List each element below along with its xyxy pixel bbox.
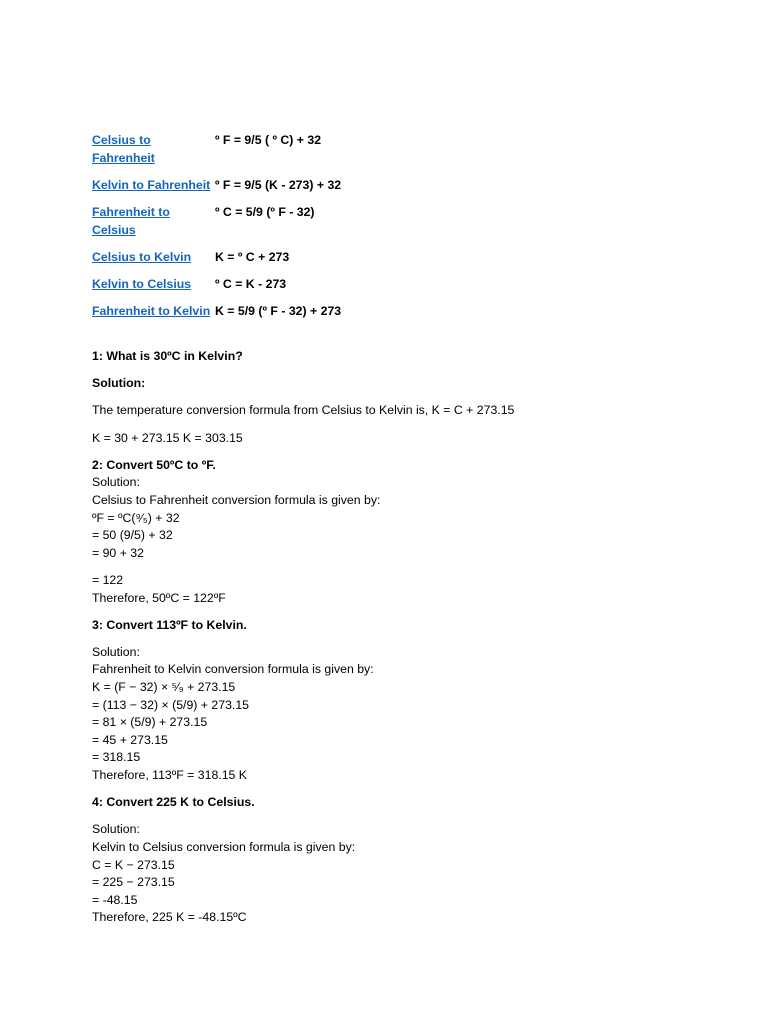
problem-question: 4: Convert 225 K to Celsius. (92, 795, 255, 810)
solution-line: = 225 − 273.15 (92, 875, 175, 890)
solution-line: = 90 + 32 (92, 545, 144, 560)
solution-line: K = 30 + 273.15 K = 303.15 (92, 430, 243, 445)
solution-conclusion: Therefore, 113ºF = 318.15 K (92, 768, 247, 783)
conversion-formula: º C = 5/9 (º F - 32) (215, 205, 315, 219)
problem-question: 3: Convert 113ºF to Kelvin. (92, 617, 247, 632)
celsius-to-kelvin-link[interactable]: Celsius to Kelvin (92, 250, 192, 264)
kelvin-to-celsius-link[interactable]: Kelvin to Celsius (92, 277, 192, 291)
problem-question: 1: What is 30ºC in Kelvin? (92, 349, 243, 363)
solution-line: = (113 − 32) × (5/9) + 273.15 (92, 697, 250, 712)
solution-line: = 318.15 (92, 750, 141, 765)
conversion-formula-table (92, 131, 492, 329)
solution-line: Fahrenheit to Kelvin conversion formula is given by: (92, 662, 374, 677)
solution-line: ºF = ºC(⁹⁄₅) + 32 (92, 510, 180, 525)
conversion-formula: K = 5/9 (º F - 32) + 273 (215, 304, 342, 318)
solution-line: = 45 + 273.15 (92, 732, 168, 747)
problem-question: 2: Convert 50ºC to ºF. (92, 457, 216, 472)
solution-line: Celsius to Fahrenheit conversion formula is given by: (92, 492, 381, 507)
conversion-row (92, 131, 492, 167)
solution-line: K = (F − 32) × ⁵⁄₉ + 273.15 (92, 680, 236, 695)
conversion-formula: º F = 9/5 (K - 273) + 32 (215, 178, 342, 192)
solution-line: C = K − 273.15 (92, 857, 175, 872)
solution-line: The temperature conversion formula from Celsius to Kelvin is, K = C + 273.15 (92, 403, 515, 418)
celsius-to-fahrenheit-link[interactable]: Celsius to Fahrenheit (92, 133, 155, 165)
solution-line: = 122 (92, 572, 124, 587)
solution-heading: Solution: (92, 376, 146, 391)
solution-conclusion: Therefore, 225 K = -48.15ºC (92, 910, 247, 925)
conversion-formula: º C = K - 273 (215, 277, 287, 291)
kelvin-to-fahrenheit-link[interactable]: Kelvin to Fahrenheit (92, 178, 211, 192)
conversion-row (92, 302, 492, 320)
solution-heading: Solution: (92, 475, 140, 490)
solution-conclusion: Therefore, 50ºC = 122ºF (92, 590, 226, 605)
worked-examples (92, 348, 692, 927)
conversion-formula: º F = 9/5 ( º C) + 32 (215, 133, 322, 147)
solution-line: = -48.15 (92, 892, 138, 907)
solution-line: = 50 (9/5) + 32 (92, 528, 173, 543)
conversion-row (92, 176, 492, 194)
conversion-row (92, 248, 492, 266)
conversion-formula: K = º C + 273 (215, 250, 290, 264)
solution-heading: Solution: (92, 644, 140, 659)
conversion-row (92, 275, 492, 293)
solution-heading: Solution: (92, 822, 140, 837)
conversion-row (92, 203, 492, 239)
fahrenheit-to-celsius-link[interactable]: Fahrenheit to Celsius (92, 205, 170, 237)
fahrenheit-to-kelvin-link[interactable]: Fahrenheit to Kelvin (92, 304, 211, 318)
solution-line: Kelvin to Celsius conversion formula is given by: (92, 840, 356, 854)
solution-line: = 81 × (5/9) + 273.15 (92, 715, 208, 730)
